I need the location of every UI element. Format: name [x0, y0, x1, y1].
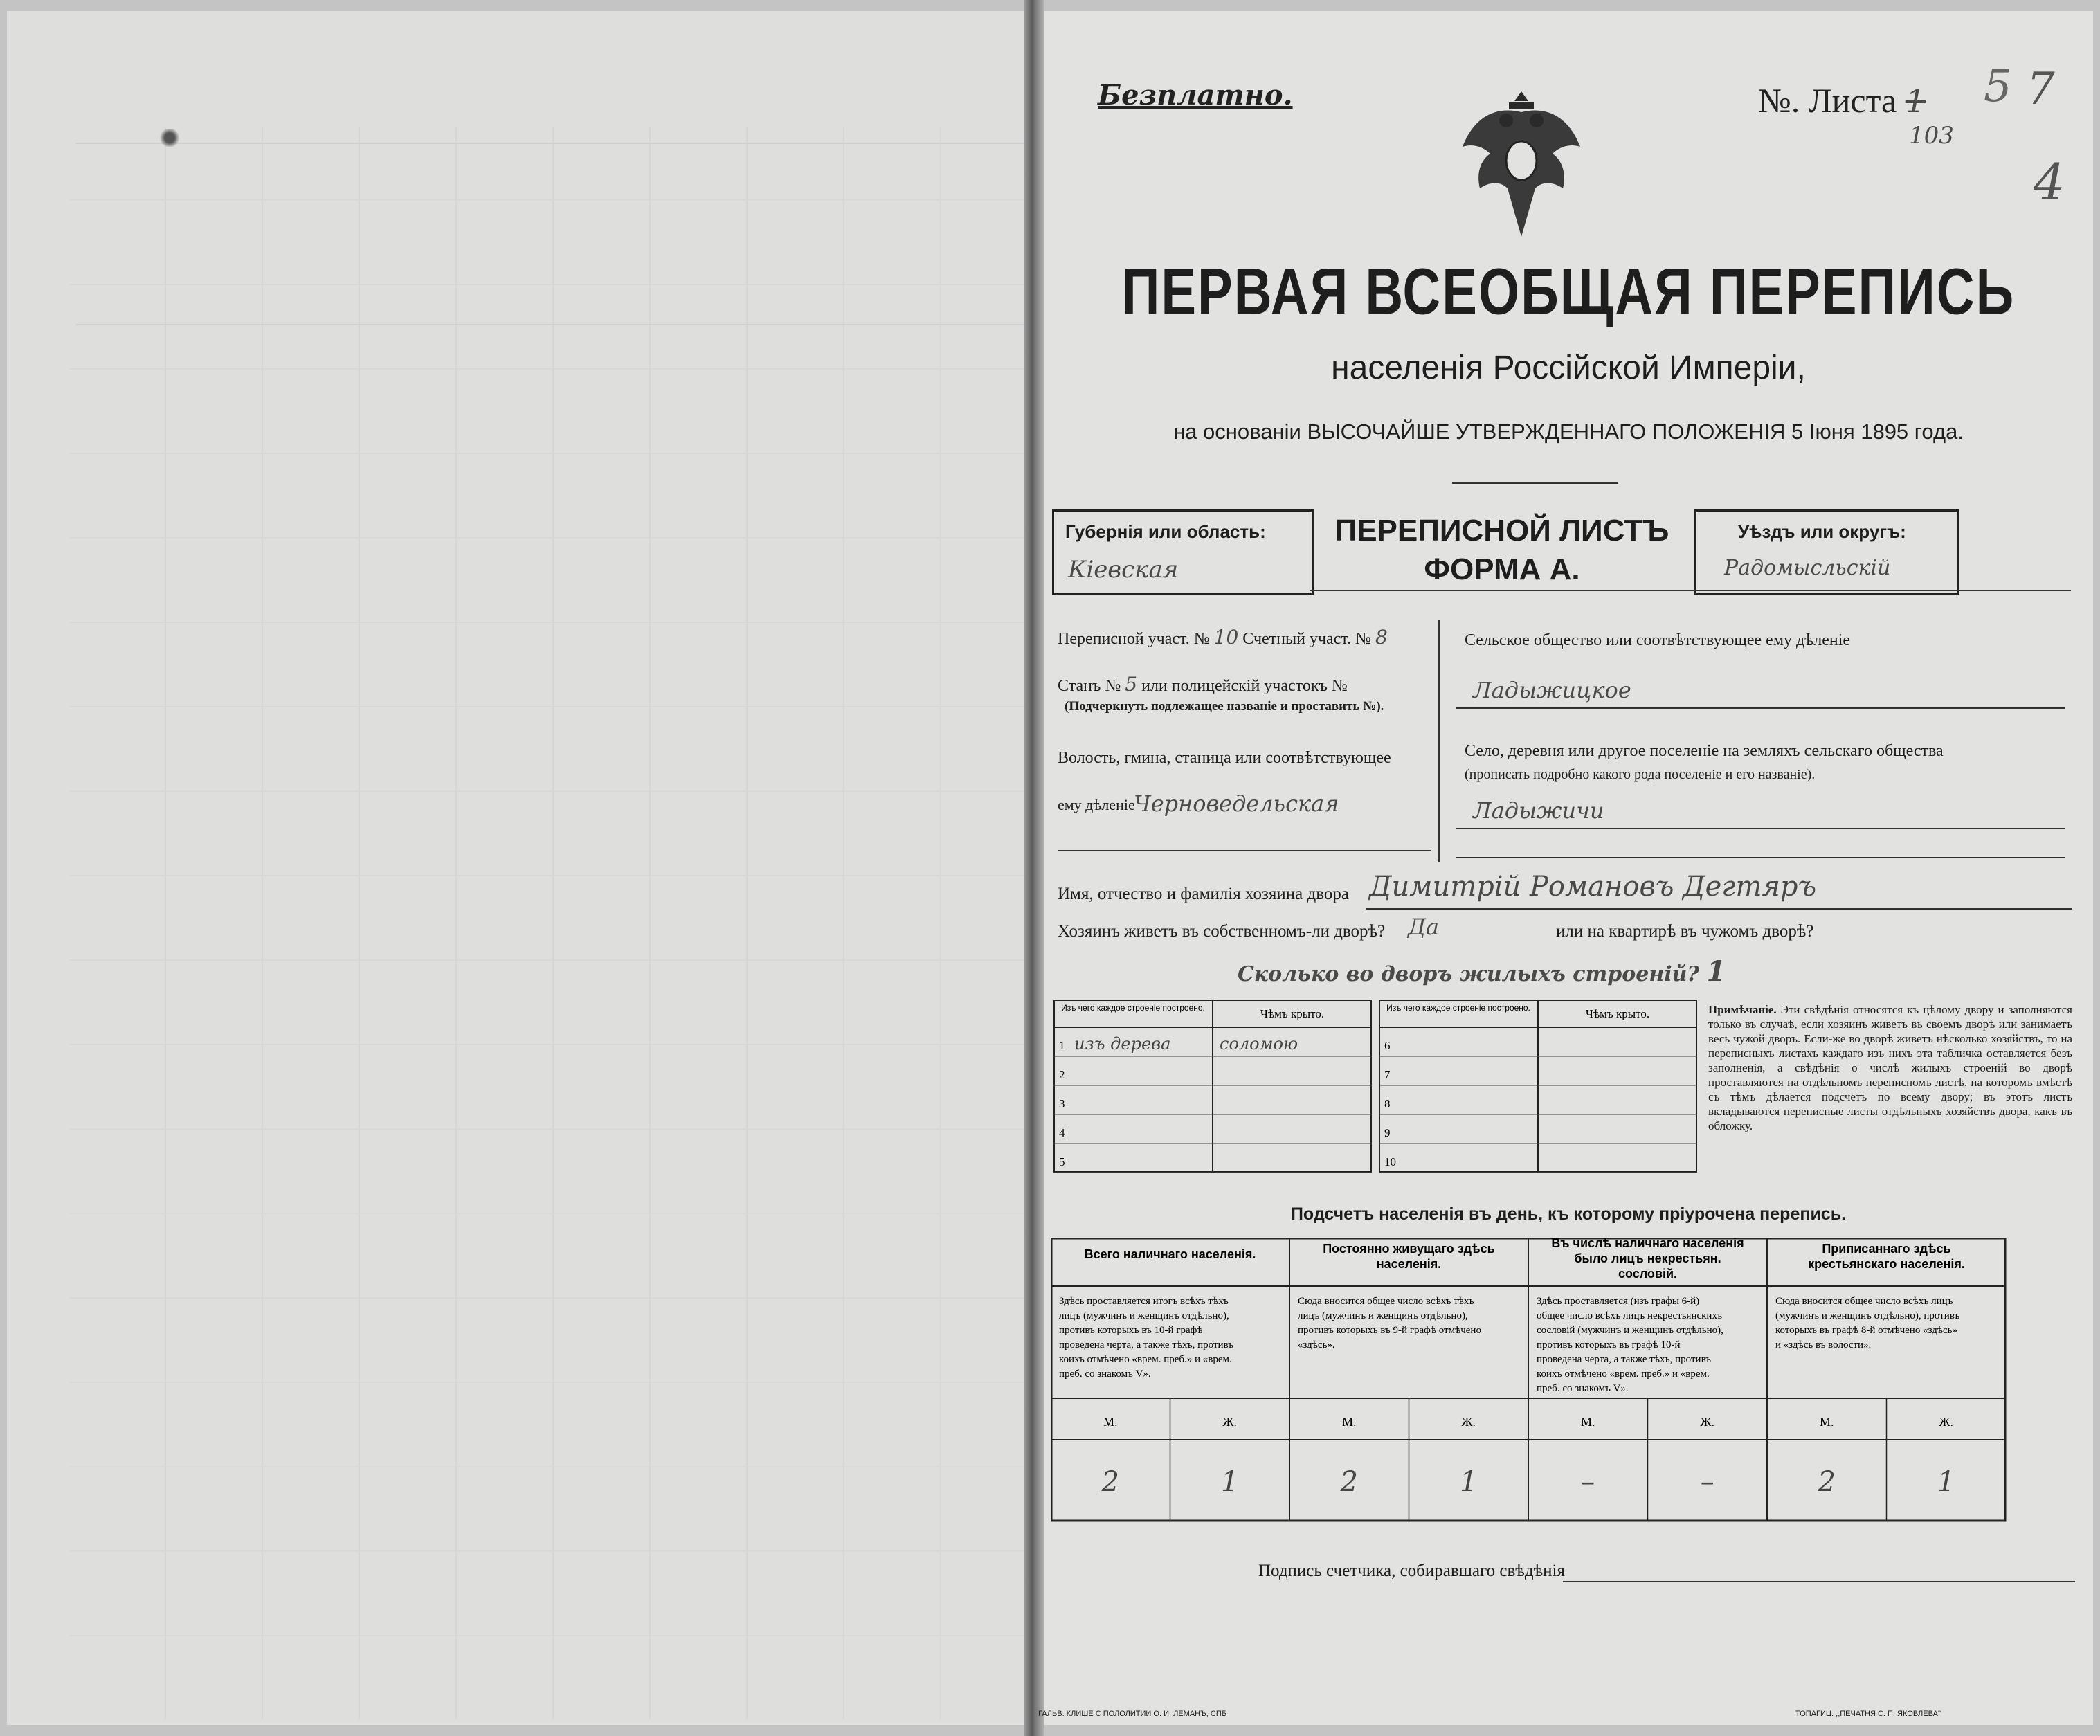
- buildings-row-number: 7: [1384, 1068, 1391, 1081]
- count-col-description: противъ которыхъ въ графѣ 10-й: [1537, 1339, 1681, 1350]
- buildings-row-material: изъ дерева: [1074, 1034, 1171, 1054]
- count-female-header: Ж.: [1222, 1415, 1238, 1429]
- margin-note: 7: [2027, 64, 2055, 115]
- buildings-row-roof: соломою: [1220, 1034, 1298, 1054]
- stan-note: (Подчеркнуть подлежащее названіе и проставить №).: [1065, 699, 1384, 714]
- bleed-through-header-band: [76, 143, 1024, 325]
- sheet-number-struck: 1: [1905, 82, 1926, 120]
- footer-right: ТОПАГИЦ. ,,ПЕЧАТНЯ С. П. ЯКОВЛЕВА'': [1795, 1710, 1941, 1718]
- sheet-number: [1758, 80, 1926, 120]
- right-page-census-form: [1038, 11, 2093, 1725]
- count-col-description: противъ которыхъ въ 9-й графѣ отмѣчено: [1298, 1325, 1481, 1336]
- owner-name-underline: [1366, 908, 2072, 910]
- count-col-description: которыхъ въ графѣ 8-й отмѣчено «здѣсь»: [1775, 1325, 1958, 1336]
- buildings-row-number: 1: [1059, 1039, 1065, 1052]
- count-female-value: 1: [1937, 1466, 1955, 1498]
- buildings-value: 1: [1706, 955, 1726, 988]
- population-count-table: [1051, 1238, 2007, 1523]
- count-col-description: Здѣсь проставляется (изъ графы 6-й): [1537, 1296, 1700, 1307]
- count-male-value: 2: [1340, 1466, 1358, 1498]
- count-col-description: преб. со знакомъ V».: [1537, 1383, 1629, 1394]
- count-col-title: было лицъ некрестьян.: [1574, 1251, 1721, 1265]
- buildings-col-header: Изъ чего каждое строеніе построено.: [1061, 1003, 1205, 1013]
- margin-note: 4: [2034, 153, 2065, 211]
- stan-value: 5: [1125, 673, 1138, 696]
- society-value: Ладыжицкое: [1473, 677, 1631, 703]
- volost-label-1: Волость, гмина, станица или соотвѣтствующее: [1058, 749, 1391, 767]
- count-heading: Подсчетъ населенія въ день, къ которому пріурочена перепись.: [1290, 1204, 1847, 1224]
- count-col-description: коихъ отмѣчено «врем. преб.» и «врем.: [1059, 1354, 1232, 1365]
- owner-lives-value: Да: [1408, 914, 1440, 940]
- census-subtitle: населенія Россійской Имперіи,: [1331, 350, 1806, 386]
- count-male-header: М.: [1580, 1415, 1595, 1429]
- owner-lives-label: Хозяинъ живетъ въ собственномъ-ли дворѣ?: [1058, 922, 1386, 941]
- census-district-label: Переписной участ. №: [1058, 630, 1210, 648]
- fields-divider: [1438, 620, 1440, 862]
- census-district-row: [1058, 626, 1424, 649]
- count-district-label: Счетный участ. №: [1242, 630, 1371, 648]
- stan-row: [1058, 673, 1431, 696]
- count-col-title: Приписаннаго здѣсь: [1822, 1242, 1951, 1256]
- note-label: Примѣчаніе.: [1708, 1003, 1777, 1016]
- count-col-description: «здѣсь».: [1298, 1339, 1335, 1350]
- police-district-label: или полицейскій участокъ №: [1141, 677, 1348, 695]
- stan-label: Станъ №: [1058, 677, 1121, 695]
- count-district-value: 8: [1375, 626, 1388, 649]
- form-name-line2: ФОРМА А.: [1424, 552, 1580, 586]
- count-female-header: Ж.: [1939, 1415, 1954, 1429]
- signature-line: [1563, 1581, 2075, 1582]
- uezd-value: Радомысльскій: [1724, 556, 1891, 580]
- count-col-description: Здѣсь проставляется итогъ всѣхъ тѣхъ: [1059, 1296, 1229, 1307]
- count-col-description: лицъ (мужчинъ и женщинъ отдѣльно),: [1298, 1310, 1468, 1321]
- margin-note: 5: [1984, 61, 2012, 112]
- owner-name-value: Димитрій Романовъ Дегтяръ: [1369, 871, 1817, 903]
- uezd-box: [1694, 509, 1959, 595]
- count-col-description: Сюда вносится общее число всѣхъ тѣхъ: [1298, 1296, 1474, 1307]
- village-note: (прописать подробно какого рода поселеніе и его названіе).: [1465, 767, 1816, 782]
- buildings-row-number: 8: [1384, 1097, 1391, 1110]
- count-col-description: и «здѣсь въ волости».: [1775, 1339, 1872, 1350]
- left-page-ghost-grid: [69, 127, 1024, 1719]
- census-main-title: ПЕРВАЯ ВСЕОБЩАЯ ПЕРЕПИСЬ: [1121, 255, 2016, 329]
- count-col-title: крестьянскаго населенія.: [1808, 1257, 1965, 1271]
- ornament-divider: [1452, 482, 1618, 484]
- count-col-title: населенія.: [1376, 1257, 1442, 1271]
- buildings-row-number: 2: [1059, 1068, 1065, 1081]
- count-male-value: 2: [1818, 1466, 1836, 1498]
- count-male-header: М.: [1103, 1415, 1118, 1429]
- volost-value: Черноведельская: [1134, 790, 1339, 817]
- free-label: Безплатно.: [1098, 79, 1293, 111]
- buildings-row-number: 9: [1384, 1126, 1391, 1139]
- count-female-value: 1: [1221, 1466, 1239, 1498]
- note-body: Эти свѣдѣнія относятся къ цѣлому двору и заполняются только въ случаѣ, если хозяинъ живетъ въ своемъ дворѣ или занимаетъ весь чужой дворъ. Если-же во дворѣ живетъ нѣсколько хозяйствъ, то на переписныхъ листахъ каждаго изъ нихъ эта табличка оставляется безъ заполненія, а свѣдѣнія о числѣ жилыхъ строеній во дворѣ проставляются на отдѣльномъ переписномъ листѣ, на которомъ вмѣстѣ съ тѣмъ дѣлается подсчетъ по всему двору; въ этотъ листъ вкладываются переписные листы отдѣльныхъ хозяйствъ двора, какъ въ обложку.: [1708, 1003, 2073, 1132]
- uezd-label: Уѣздъ или округъ:: [1738, 521, 1906, 542]
- count-male-value: 2: [1101, 1466, 1119, 1498]
- volost-underline: [1058, 850, 1431, 851]
- buildings-col-header: Чѣмъ крыто.: [1260, 1007, 1325, 1020]
- count-col-description: Сюда вносится общее число всѣхъ лицъ: [1775, 1296, 1953, 1307]
- buildings-question: [1238, 955, 1726, 988]
- owner-name-label: Имя, отчество и фамилія хозяина двора: [1058, 885, 1349, 903]
- left-page-blank-back: [7, 11, 1024, 1725]
- count-col-description: преб. со знакомъ V».: [1059, 1368, 1151, 1380]
- gubernia-box: [1052, 509, 1314, 595]
- note-text: [1708, 1002, 2072, 1133]
- gubernia-label: Губернія или область:: [1065, 521, 1266, 542]
- form-header-rule: [1310, 590, 2071, 591]
- imperial-eagle-emblem-icon: [1452, 78, 1591, 244]
- signature-label: Подпись счетчика, собиравшаго свѣдѣнія: [1258, 1562, 1565, 1580]
- buildings-row-number: 4: [1059, 1126, 1065, 1139]
- count-col-description: проведена черта, а также тѣхъ, противъ: [1059, 1339, 1234, 1350]
- count-col-description: (мужчинъ и женщинъ отдѣльно), противъ: [1775, 1310, 1960, 1321]
- ink-mark: [156, 129, 183, 147]
- count-col-title: Постоянно живущаго здѣсь: [1323, 1242, 1495, 1256]
- count-col-description: коихъ отмѣчено «врем. преб.» и «врем.: [1537, 1368, 1710, 1380]
- buildings-row-number: 5: [1059, 1155, 1065, 1168]
- book-gutter: [1024, 0, 1044, 1736]
- village-label: Село, деревня или другое поселеніе на земляхъ сельскаго общества: [1465, 742, 1944, 760]
- count-col-description: проведена черта, а также тѣхъ, противъ: [1537, 1354, 1712, 1365]
- sheet-number-correction: 103: [1909, 122, 1954, 150]
- society-label: Сельское общество или соотвѣтствующее ему дѣленіе: [1465, 631, 1851, 649]
- sheet-number-label: №. Листа: [1758, 81, 1897, 120]
- count-col-title: Въ числѣ наличнаго населенія: [1551, 1238, 1744, 1250]
- buildings-row-number: 3: [1059, 1097, 1065, 1110]
- count-col-title: Всего наличнаго населенія.: [1084, 1247, 1256, 1261]
- census-district-value: 10: [1213, 626, 1239, 649]
- buildings-col-header: Изъ чего каждое строеніе построено.: [1386, 1003, 1530, 1013]
- count-col-description: сословій (мужчинъ и женщинъ отдѣльно),: [1537, 1325, 1723, 1336]
- footer-left: ГАЛЬВ. КЛИШЕ С ПОЛОЛИТИИ О. И. ЛЕМАНЪ, СПБ: [1038, 1710, 1226, 1718]
- count-male-value: –: [1581, 1466, 1595, 1498]
- gubernia-value: Кіевская: [1068, 556, 1179, 584]
- village-value: Ладыжичи: [1473, 797, 1604, 824]
- count-col-description: противъ которыхъ въ 10-й графѣ: [1059, 1325, 1203, 1336]
- count-female-header: Ж.: [1700, 1415, 1715, 1429]
- count-female-header: Ж.: [1461, 1415, 1476, 1429]
- count-female-value: 1: [1460, 1466, 1478, 1498]
- buildings-row-number: 6: [1384, 1039, 1391, 1052]
- volost-label-2: ему дѣленіе: [1058, 796, 1135, 813]
- buildings-label: Сколько во дворъ жилыхъ строеній?: [1238, 962, 1700, 986]
- owner-rent-label: или на квартирѣ въ чужомъ дворѣ?: [1556, 922, 1814, 941]
- form-name-line1: ПЕРЕПИСНОЙ ЛИСТЪ: [1334, 514, 1669, 548]
- buildings-row-number: 10: [1384, 1155, 1396, 1168]
- village-underline: [1456, 828, 2065, 829]
- count-col-description: общее число всѣхъ лицъ некрестьянскихъ: [1537, 1310, 1723, 1321]
- count-col-description: лицъ (мужчинъ и женщинъ отдѣльно),: [1059, 1310, 1229, 1321]
- count-male-header: М.: [1341, 1415, 1357, 1429]
- count-col-title: сословій.: [1618, 1267, 1678, 1281]
- society-underline: [1456, 707, 2065, 709]
- buildings-table: [1053, 1000, 1704, 1174]
- count-female-value: –: [1700, 1466, 1714, 1498]
- buildings-col-header: Чѣмъ крыто.: [1585, 1007, 1650, 1020]
- count-male-header: М.: [1819, 1415, 1834, 1429]
- census-basis: на основаніи ВЫСОЧАЙШЕ УТВЕРЖДЕННАГО ПОЛОЖЕНІЯ 5 Іюня 1895 года.: [1173, 419, 1964, 444]
- village-underline-2: [1456, 857, 2065, 858]
